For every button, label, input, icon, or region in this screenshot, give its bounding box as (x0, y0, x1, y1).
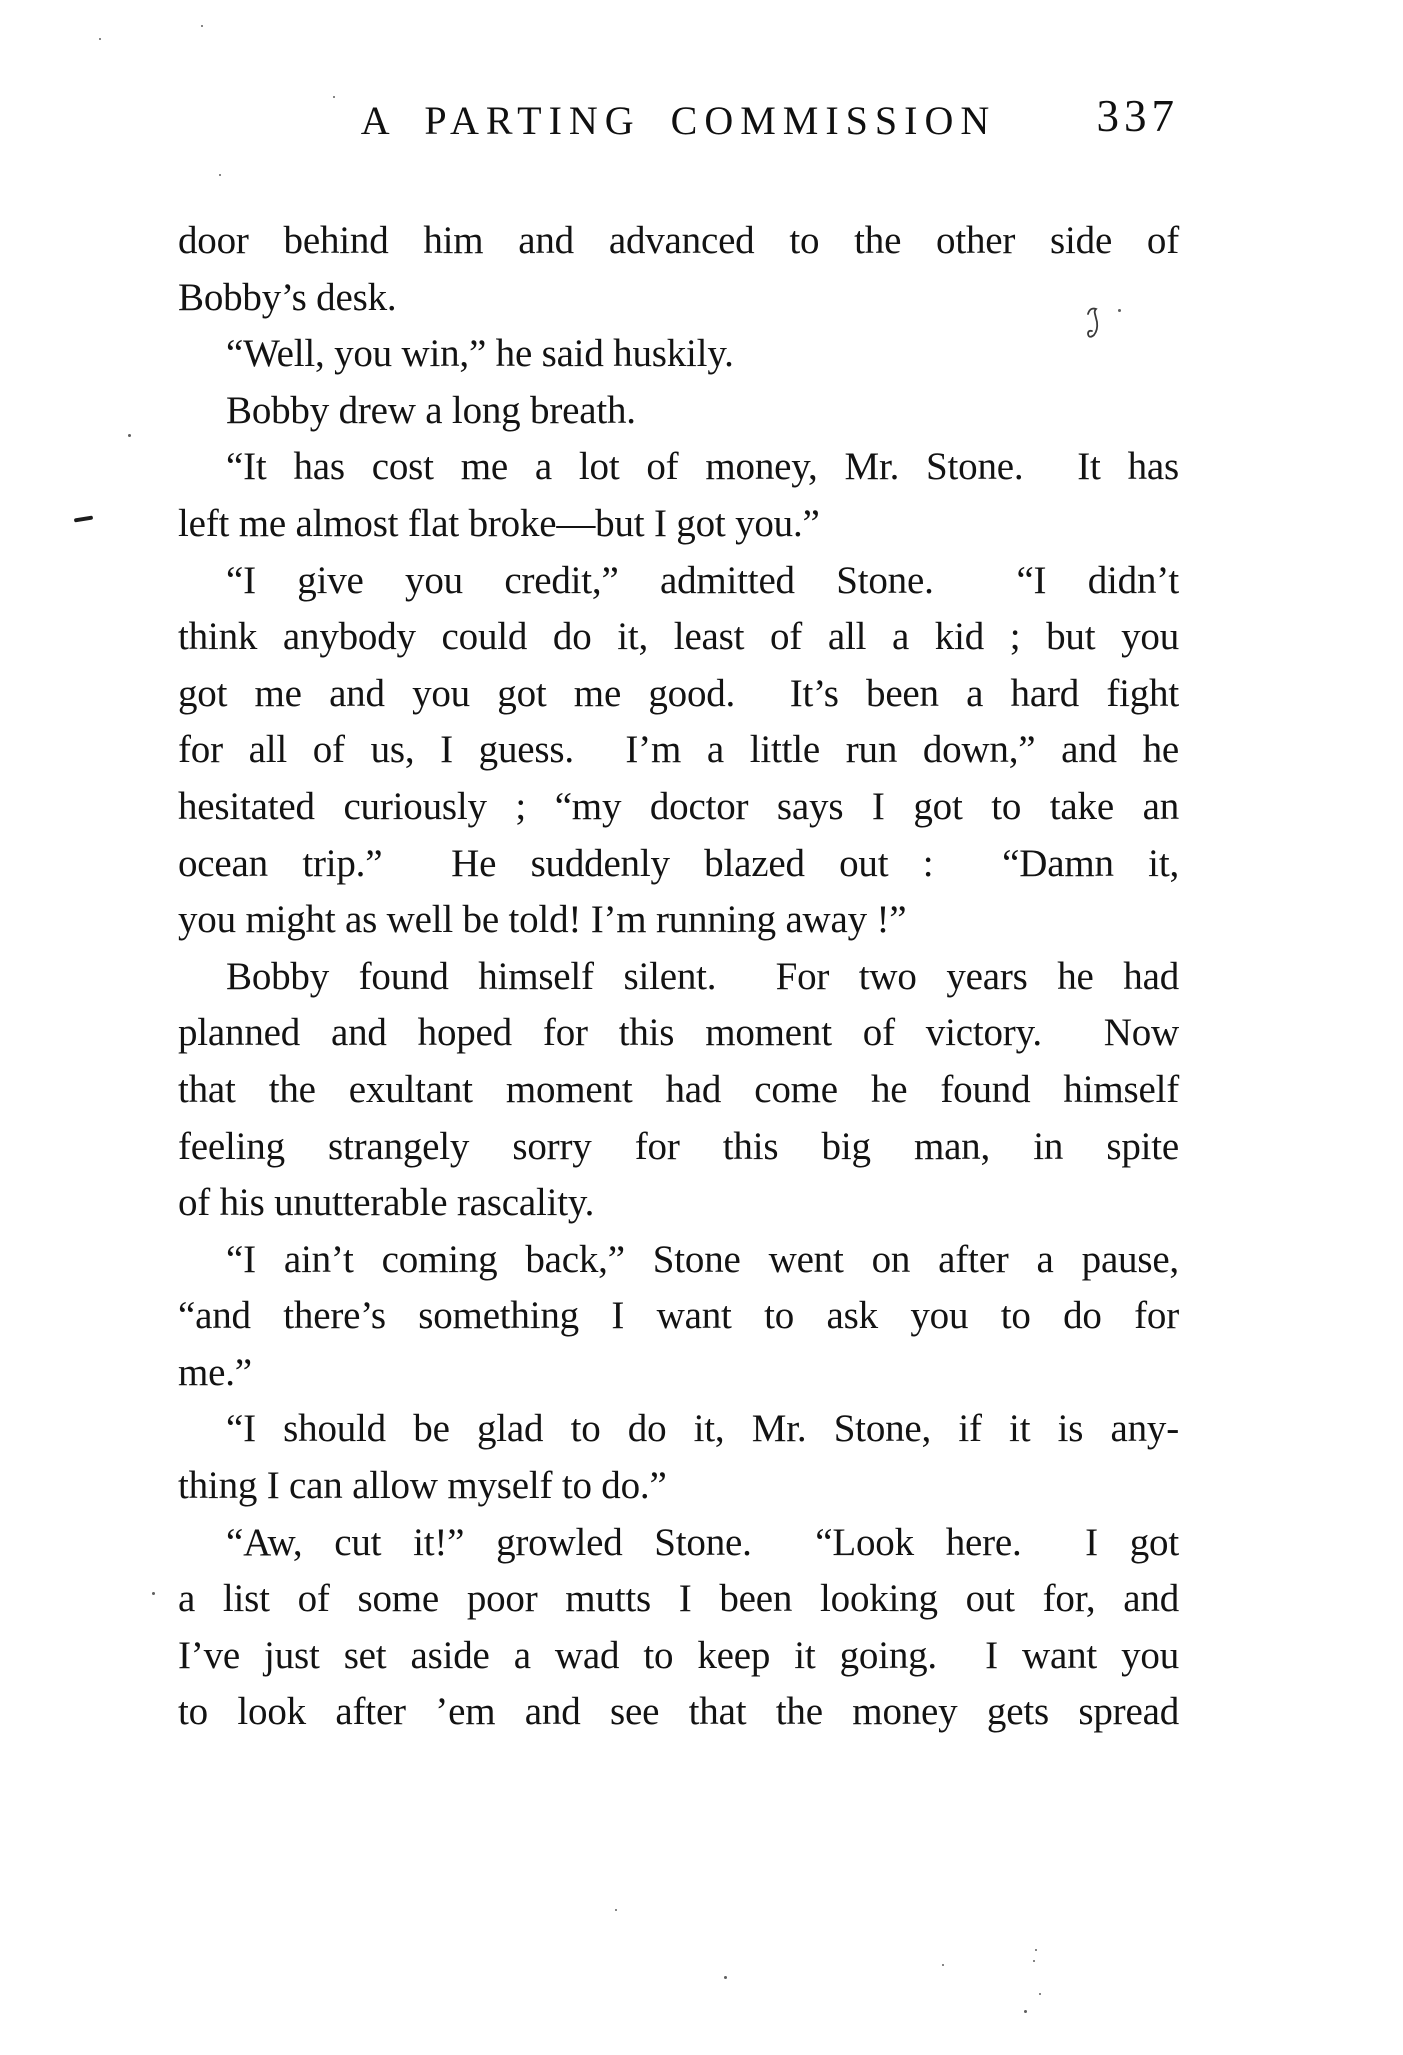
text-line: “and there’s something I want to ask you to do for (178, 1294, 1179, 1338)
text-line: I’ve just set aside a wad to keep it going. I want you (178, 1633, 1179, 1677)
scan-speck (615, 1909, 617, 1911)
scan-speck (152, 1592, 155, 1595)
paragraph (178, 949, 1179, 1232)
scan-speck (1118, 309, 1121, 312)
text-line: me.” (178, 1350, 252, 1394)
text-line: for all of us, I guess. I’m a little run down,” and he (178, 728, 1179, 772)
text-line: ocean trip.” He suddenly blazed out : “Damn it, (178, 841, 1179, 885)
body-text (178, 213, 1179, 1741)
text-line: Bobby’s desk. (178, 275, 397, 319)
text-line: Bobby found himself silent. For two years he had (226, 954, 1179, 998)
paragraph (178, 439, 1179, 552)
text-line: hesitated curiously ; “my doctor says I got to take an (178, 784, 1179, 828)
scan-speck (333, 96, 335, 98)
text-line: a list of some poor mutts I been looking out for, and (178, 1577, 1179, 1621)
text-line: “I should be glad to do it, Mr. Stone, if it is any- (226, 1407, 1179, 1451)
scan-speck (1024, 2010, 1027, 2013)
chapter-title: A PARTING COMMISSION (360, 98, 997, 143)
text-line: left me almost flat broke—but I got you.” (178, 501, 820, 545)
page-number: 337 (1096, 91, 1179, 141)
text-line: of his unutterable rascality. (178, 1181, 595, 1225)
running-header (178, 91, 1179, 147)
text-line: to look after ’em and see that the money gets spread (178, 1690, 1179, 1734)
text-line: got me and you got me good. It’s been a hard fight (178, 671, 1179, 715)
paragraph (178, 1515, 1179, 1741)
paragraph (178, 383, 1179, 440)
ink-squiggle-mark (1084, 305, 1108, 345)
paragraph (178, 1232, 1179, 1402)
scan-speck (201, 25, 203, 27)
scan-speck (99, 38, 101, 40)
text-line: door behind him and advanced to the other side of (178, 219, 1179, 262)
text-line: that the exultant moment had come he found himself (178, 1067, 1179, 1111)
paragraph (178, 1401, 1179, 1514)
text-line: “I give you credit,” admitted Stone. “I didn’t (226, 558, 1179, 602)
text-line: “It has cost me a lot of money, Mr. Stone. It has (226, 445, 1179, 489)
text-line: Bobby drew a long breath. (226, 388, 636, 432)
paragraph (178, 213, 1179, 326)
text-line: thing I can allow myself to do.” (178, 1464, 667, 1508)
scan-speck (1039, 1993, 1041, 1995)
text-line: “Aw, cut it!” growled Stone. “Look here. I got (226, 1520, 1179, 1564)
scan-speck (128, 434, 131, 437)
text-line: feeling strangely sorry for this big man, in spite (178, 1124, 1179, 1168)
text-line: “I ain’t coming back,” Stone went on after a pause, (226, 1237, 1179, 1281)
scan-speck (219, 174, 221, 176)
scan-speck (1033, 1960, 1035, 1962)
scan-speck (1035, 1949, 1037, 1951)
text-line: planned and hoped for this moment of victory. Now (178, 1011, 1179, 1055)
text-line: you might as well be told! I’m running away !” (178, 898, 907, 942)
margin-pencil-mark (74, 516, 93, 523)
scan-speck (942, 1964, 944, 1966)
paragraph (178, 553, 1179, 949)
paragraph (178, 326, 1179, 383)
text-line: “Well, you win,” he said huskily. (226, 332, 734, 376)
text-line: think anybody could do it, least of all a kid ; but you (178, 615, 1179, 659)
scan-speck (724, 1976, 727, 1979)
